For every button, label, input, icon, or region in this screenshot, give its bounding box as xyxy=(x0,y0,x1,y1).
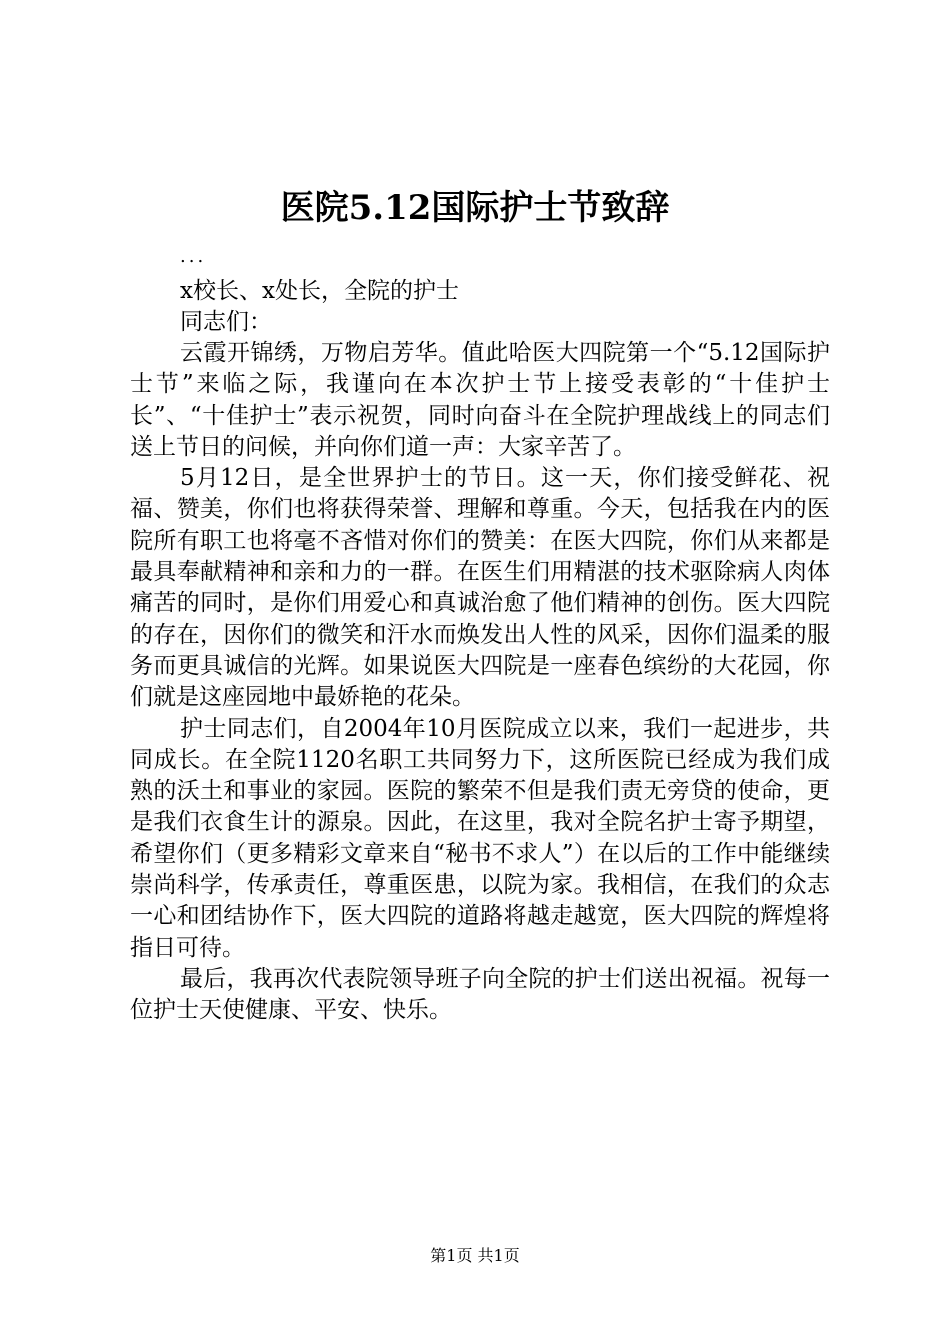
paragraph-3: 护士同志们，自2004年10月医院成立以来，我们一起进步，共同成长。在全院1120名职工共同努力下，这所医院已经成为我们成熟的沃土和事业的家园。医院的繁荣不但是我们责无旁贷的使命，更是我们衣食生计的源泉。因此，在这里，我对全院名护士寄予期望，希望你们（更多精彩文章来自“秘书不求人”）在以后的工作中能继续崇尚科学，传承责任，尊重医患，以院为家。我相信，在我们的众志一心和团结协作下，医大四院的道路将越走越宽，医大四院的辉煌将指日可待。 xyxy=(130,715,830,961)
document-title: 医院5.12国际护士节致辞 xyxy=(280,188,670,228)
page-footer: 第1页 共1页 xyxy=(430,1246,520,1265)
salutation-line-1: x校长、x处长，全院的护士 xyxy=(180,278,459,304)
paragraph-2: 5月12日，是全世界护士的节日。这一天，你们接受鲜花、祝福、赞美，你们也将获得荣誉、理解和尊重。今天，包括我在内的医院所有职工也将毫不吝惜对你们的赞美：在医大四院，你们从来都是最具奉献精神和亲和力的一群。在医生们用精湛的技术驱除病人肉体痛苦的同时，是你们用爱心和真诚治愈了他们精神的创伤。医大四院的存在，因你们的微笑和汗水而焕发出人性的风采，因你们温柔的服务而更具诚信的光辉。如果说医大四院是一座春色缤纷的大花园，你们就是这座园地中最娇艳的花朵。 xyxy=(130,465,830,711)
paragraph-4: 最后，我再次代表院领导班子向全院的护士们送出祝福。祝每一位护士天使健康、平安、快乐。 xyxy=(130,965,830,1024)
salutation-line-2: 同志们： xyxy=(180,309,272,335)
ellipsis-marker: ... xyxy=(180,246,207,267)
document-body xyxy=(130,246,830,1027)
paragraph-1: 云霞开锦绣，万物启芳华。值此哈医大四院第一个“5.12国际护士节”来临之际，我谨向在本次护士节上接受表彰的“十佳护士长”、“十佳护士”表示祝贺，同时向奋斗在全院护理战线上的同志们送上节日的问候，并向你们道一声：大家辛苦了。 xyxy=(130,340,830,460)
